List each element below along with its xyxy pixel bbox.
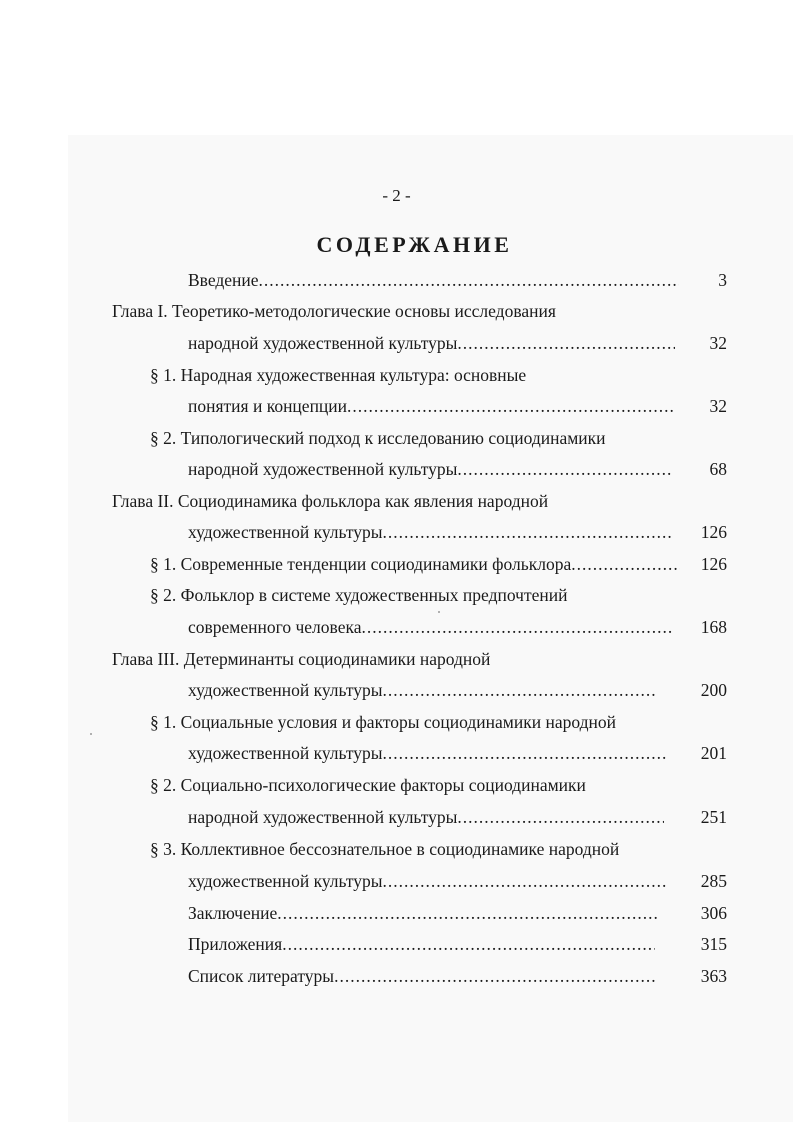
dot-leader (334, 964, 655, 988)
toc-entry-label: § 2. Социально-психологические факторы социодинамики (150, 775, 586, 795)
toc-entry-label: Глава III. Детерминанты социодинамики народной (112, 649, 491, 669)
toc-entry-chapter-1-cont[interactable] (188, 331, 675, 355)
scan-speck (438, 611, 440, 613)
toc-page-number: 201 (700, 743, 727, 763)
toc-entry-1-2-cont[interactable] (188, 457, 672, 481)
toc-entry-3-3-cont[interactable] (188, 869, 666, 893)
dot-leader (383, 520, 672, 544)
toc-page-number: 32 (709, 333, 727, 353)
toc-entry-bibliography[interactable] (188, 964, 655, 988)
toc-entry-chapter-1[interactable] (112, 299, 556, 323)
toc-entry-label: § 3. Коллективное бессознательное в социодинамике народной (150, 839, 620, 859)
page-title: СОДЕРЖАНИЕ (316, 232, 513, 257)
toc-entry-label: художественной культуры (188, 743, 383, 763)
page-number: - 2 - (382, 186, 411, 205)
dot-leader (347, 394, 675, 418)
toc-entry-label: художественной культуры (188, 522, 383, 542)
dot-leader (457, 331, 675, 355)
toc-entry-conclusion[interactable] (188, 901, 659, 925)
dot-leader (361, 615, 674, 639)
toc-entry-appendices[interactable] (188, 932, 655, 956)
dot-leader (571, 552, 680, 576)
toc-entry-chapter-2-cont[interactable] (188, 520, 672, 544)
dot-leader (259, 268, 679, 292)
dot-leader (457, 805, 664, 829)
toc-entry-1-2[interactable] (150, 426, 606, 450)
toc-entry-2-1[interactable] (150, 552, 680, 576)
toc-entry-label: § 2. Типологический подход к исследованию социодинамики (150, 428, 606, 448)
toc-entry-label: Введение (188, 270, 259, 290)
toc-page-number: 126 (700, 554, 727, 574)
toc-entry-label: художественной культуры (188, 680, 383, 700)
toc-entry-label: понятия и концепции (188, 396, 348, 416)
toc-page-number: 363 (700, 966, 727, 986)
toc-entry-label: Заключение (188, 903, 278, 923)
dot-leader (277, 901, 659, 925)
dot-leader (383, 869, 666, 893)
toc-entry-label: § 1. Народная художественная культура: основные (150, 365, 527, 385)
toc-page-number: 68 (709, 459, 727, 479)
toc-page-number: 315 (700, 934, 727, 954)
toc-page-number: 126 (700, 522, 727, 542)
toc-entry-label: Глава II. Социодинамика фольклора как явления народной (112, 491, 549, 511)
toc-entry-2-2[interactable] (150, 583, 567, 607)
toc-entry-chapter-2[interactable] (112, 489, 548, 513)
toc-page-number: 3 (718, 270, 727, 290)
toc-entry-chapter-3-cont[interactable] (188, 678, 655, 702)
toc-entry-label: § 2. Фольклор в системе художественных предпочтений (150, 585, 568, 605)
toc-entry-label: народной художественной культуры (188, 807, 458, 827)
dot-leader (383, 678, 655, 702)
toc-entry-label: § 1. Социальные условия и факторы социодинамики народной (150, 712, 616, 732)
toc-entry-label: Список литературы (188, 966, 335, 986)
toc-entry-3-2[interactable] (150, 773, 586, 797)
toc-entry-label: народной художественной культуры (188, 459, 458, 479)
toc-entry-label: народной художественной культуры (188, 333, 458, 353)
toc-page-number: 168 (700, 617, 727, 637)
scan-speck (90, 733, 92, 735)
toc-page-number: 32 (709, 396, 727, 416)
toc-entry-label: художественной культуры (188, 871, 383, 891)
toc-entry-3-3[interactable] (150, 837, 619, 861)
toc-page-number: 285 (700, 871, 727, 891)
dot-leader (282, 932, 655, 956)
toc-entry-chapter-3[interactable] (112, 647, 490, 671)
toc-page-number: 251 (700, 807, 727, 827)
toc-entry-3-2-cont[interactable] (188, 805, 664, 829)
toc-entry-3-1-cont[interactable] (188, 741, 666, 765)
toc-entry-1-1-cont[interactable] (188, 394, 675, 418)
toc-entry-introduction[interactable] (188, 268, 679, 292)
toc-entry-label: современного человека (188, 617, 362, 637)
toc-entry-label: Глава I. Теоретико-методологические основы исследования (112, 301, 556, 321)
toc-entry-3-1[interactable] (150, 710, 616, 734)
toc-page-number: 200 (700, 680, 727, 700)
dot-leader (457, 457, 672, 481)
toc-entry-1-1[interactable] (150, 363, 526, 387)
toc-entry-label: § 1. Современные тенденции социодинамики фольклора (150, 554, 572, 574)
toc-entry-2-2-cont[interactable] (188, 615, 674, 639)
toc-page-number: 306 (700, 903, 727, 923)
toc-entry-label: Приложения (188, 934, 283, 954)
dot-leader (383, 741, 666, 765)
